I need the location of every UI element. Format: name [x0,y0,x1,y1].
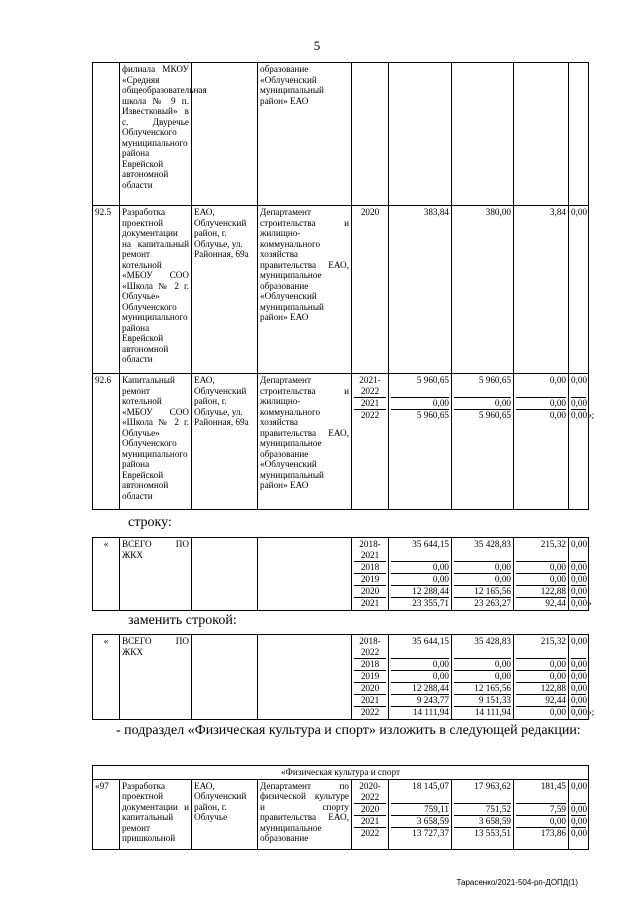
regional-cell: 215,32 [516,539,566,562]
federal-cell: 751,52 [454,804,511,816]
year-cell: 2022 [360,410,380,420]
local-cell: 0,00 [571,574,588,584]
year-cell: 2018-2021 [354,539,386,562]
local-cell: 0,00»; [571,410,595,420]
federal-cell: 3 658,59 [454,816,511,828]
local-cell: 0,00 [571,815,588,826]
object-name-cell: Капитальный ремонт котельной «МБОУ СОО «Школа № 2 г. Облучье» Облученского муниципального района Еврейской автономной области [120,374,192,510]
federal-cell: 9 151,33 [454,695,511,707]
total-cell: 9 243,77 [391,695,449,707]
federal-cell: 0,00 [454,671,511,683]
quote-mark: « [93,635,120,720]
year-cell: 2020 [352,206,389,374]
address-cell: ЕАО, Облученский район, г. Облучье, ул. Районная, 69а [192,374,258,510]
federal-cell: 5 960,65 [478,410,511,420]
year-cell: 2019 [354,574,386,586]
executor-cell: Департамент строительства и жилищно-коммунального хозяйства правительства ЕАО, муниципальное образование «Облученский муниципальный район» ЕАО [258,206,352,374]
total-cell: 23 355,71 [412,598,449,608]
regional-cell: 0,00 [516,816,566,828]
total-cell: 383,84 [389,206,452,374]
object-name-cell: Разработка проектной документации и капитальный ремонт пришкольной [120,779,192,849]
regional-cell: 0,00 [516,562,566,574]
federal-cell: 12 165,56 [454,586,511,598]
table-row [93,766,589,780]
total-cell: 5 960,65 [416,410,449,420]
local-cell: 0,00 [571,586,588,596]
regional-cell: 0,00 [516,375,566,398]
regional-cell: 7,59 [516,804,566,816]
local-cell: 0,00» [571,598,592,608]
federal-cell: 0,00 [454,574,511,586]
row-number: 92.5 [93,206,120,374]
local-cell: 0,00 [571,671,588,681]
local-cell: 0,00 [571,659,588,669]
row-number: «97 [93,779,120,849]
year-cell: 2018 [354,659,386,671]
regional-cell: 181,45 [516,781,566,804]
total-cell: 14 111,94 [412,707,449,717]
local-cell: 0,00 [571,562,588,572]
total-cell: 759,11 [391,804,449,816]
row-number: 92.6 [93,374,120,510]
table-row [93,779,589,849]
federal-cell: 17 963,62 [454,781,511,804]
regional-cell: 215,32 [516,636,566,659]
total-cell: 12 288,44 [391,586,449,598]
total-cell: 12 288,44 [391,683,449,695]
regional-cell: 0,00 [516,659,566,671]
federal-cell: 0,00 [454,398,511,410]
sport-table [92,765,589,850]
total-cell: 5 960,65 [391,375,449,398]
federal-cell: 35 428,83 [454,636,511,659]
federal-cell: 380,00 [452,206,514,374]
year-cell: 2021-2022 [354,375,386,398]
federal-cell: 35 428,83 [454,539,511,562]
instruction-text: строку: [128,515,172,530]
local-cell: 0,00 [571,781,586,804]
local-cell: 0,00 [571,695,588,705]
year-cell: 2022 [360,827,380,838]
local-cell: 0,00 [571,683,588,693]
executor-cell: Департамент по физической культуре и спорту правительства ЕАО, муниципальное образование [258,779,352,849]
address-cell: ЕАО, Облученский район, г. Облучье, ул. Районная, 69а [192,206,258,374]
total-cell: 0,00 [391,562,449,574]
federal-cell: 23 263,27 [474,598,511,608]
table-row [93,538,589,611]
local-cell: 0,00»; [571,707,595,717]
regional-cell: 92,44 [516,695,566,707]
year-cell: 2021 [354,398,386,410]
subsection-text: - подраздел «Физическая культура и спорт» изложить в следующей редакции: [116,723,581,738]
total-cell: 0,00 [391,574,449,586]
address-cell: ЕАО, Облученский район, г. Облучье [192,779,258,849]
total-cell: 0,00 [391,671,449,683]
year-cell: 2020-2022 [354,781,386,804]
table-row [93,63,589,206]
regional-cell: 122,88 [516,683,566,695]
regional-cell: 0,00 [516,398,566,410]
total-cell: 0,00 [391,659,449,671]
regional-cell: 0,00 [516,574,566,586]
total-label: ВСЕГО ПО ЖКХ [120,635,192,720]
total-cell: 35 644,15 [391,539,449,562]
regional-cell: 3,84 [514,206,569,374]
year-cell: 2021 [360,598,380,608]
year-cell: 2020 [354,683,386,695]
page-number: 5 [313,38,321,53]
year-cell: 2021 [354,695,386,707]
local-cell: 0,00 [571,827,588,838]
table-row [93,374,589,510]
local-cell: 0,00 [569,206,589,374]
total-cell: 35 644,15 [391,636,449,659]
footer-reference: Тарасенко/2021-504-рп-ДОПД(1) [456,878,578,887]
federal-cell: 0,00 [454,562,511,574]
object-name-cell: Разработка проектной документации на капитальный ремонт котельной «МБОУ СОО «Школа № 2 г. Облучье» Облученского муниципального района Еврейской автономной области [120,206,192,374]
federal-cell: 13 553,51 [474,827,511,838]
regional-cell: 0,00 [549,410,566,420]
total-label: ВСЕГО ПО ЖКХ [120,538,192,611]
federal-cell: 5 960,65 [454,375,511,398]
regional-cell: 92,44 [545,598,566,608]
local-cell: 0,00 [571,636,586,659]
quote-mark: « [93,538,120,611]
table-row [93,206,589,374]
local-cell: 0,00 [571,803,588,814]
executor-cell: образование «Облученский муниципальный район» ЕАО [258,63,352,206]
regional-cell: 0,00 [516,671,566,683]
total-cell: 13 727,37 [412,827,449,838]
year-cell: 2018 [354,562,386,574]
new-totals-table [92,634,595,720]
regional-cell: 173,86 [540,827,566,838]
local-cell: 0,00 [571,375,586,398]
total-cell: 3 658,59 [391,816,449,828]
year-cell: 2021 [354,816,386,828]
year-cell: 2020 [354,804,386,816]
year-cell: 2022 [360,707,380,717]
object-name-cell: филиала МКОУ «Средняя общеобразовательная школа № 9 п. Известковый» в с. Двуречье Облученского муниципального района Еврейской автономной области [120,63,192,206]
federal-cell: 14 111,94 [474,707,511,717]
federal-cell: 0,00 [454,659,511,671]
program-table [92,62,595,510]
regional-cell: 122,88 [516,586,566,598]
total-cell: 18 145,07 [391,781,449,804]
instruction-text: заменить строкой: [128,613,237,628]
table-row [93,635,589,720]
regional-cell: 0,00 [549,707,566,717]
old-totals-table [92,537,592,611]
federal-cell: 12 165,56 [454,683,511,695]
section-heading: «Физическая культура и спорт [93,766,589,780]
year-cell: 2019 [354,671,386,683]
year-cell: 2018-2022 [354,636,386,659]
local-cell: 0,00 [571,539,586,562]
local-cell: 0,00 [571,398,588,408]
executor-cell: Департамент строительства и жилищно-коммунального хозяйства правительства ЕАО, муниципальное образование «Облученский муниципальный район» ЕАО [258,374,352,510]
year-cell: 2020 [354,586,386,598]
total-cell: 0,00 [391,398,449,410]
